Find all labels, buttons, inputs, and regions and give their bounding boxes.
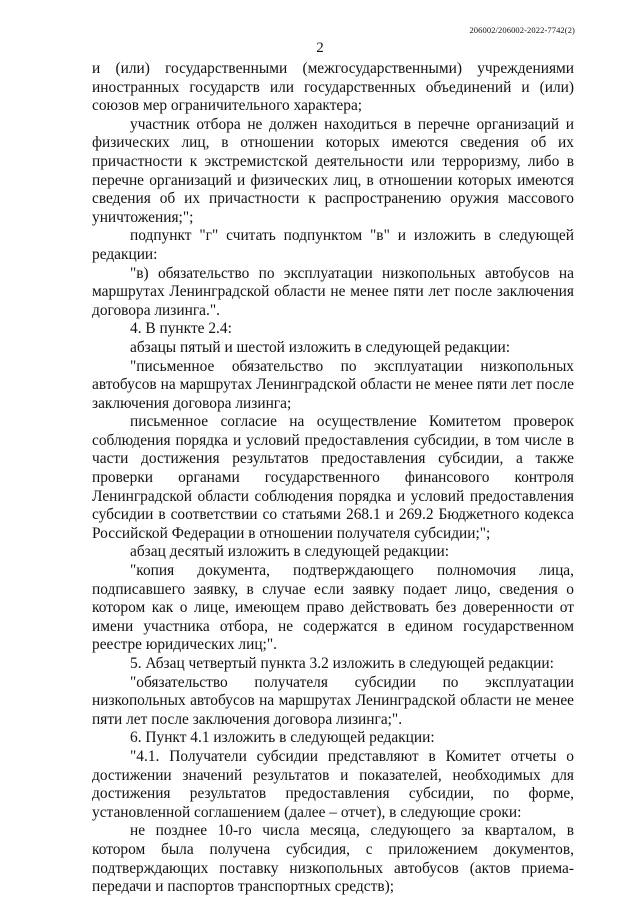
- paragraph: "4.1. Получатели субсидии представляют в Комитет отчеты о достижении значений результатов и показателей, необходимых для достижения результатов предоставления субсидии, по форме, установленной соглашением (далее – отчет), в следующие сроки:: [92, 747, 574, 821]
- paragraph: "в) обязательство по эксплуатации низкопольных автобусов на маршрутах Ленинградской области не менее пяти лет после заключения договора лизинга.".: [92, 264, 574, 319]
- paragraph: участник отбора не должен находиться в перечне организаций и физических лиц, в отношении которых имеются сведения об их причастности к экстремистской деятельности или терроризму, либо в перечне организаций и физических лиц, в отношении которых имеются сведения об их причастности к распространению оружия массового уничтожения;";: [92, 115, 574, 226]
- paragraph: абзацы пятый и шестой изложить в следующей редакции:: [130, 338, 511, 356]
- paragraph: и (или) государственными (межгосударственными) учреждениями иностранных государств или государственных объединений и (или) союзов мер ограничительного характера;: [92, 60, 574, 115]
- document-body: [92, 60, 574, 897]
- paragraph: "копия документа, подтверждающего полномочия лица, подписавшего заявку, в случае если заявку подает лицо, сведения о котором как о лице, имеющем право действовать без доверенности от имени участника отбора, не содержатся в едином государственном реестре юридических лиц;".: [92, 562, 574, 654]
- page-number: 2: [316, 40, 324, 56]
- paragraph: 5. Абзац четвертый пункта 3.2 изложить в следующей редакции:: [130, 655, 554, 672]
- paragraph: 4. В пункте 2.4:: [130, 320, 232, 338]
- paragraph: абзац десятый изложить в следующей редакции:: [130, 543, 450, 561]
- paragraph: "обязательство получателя субсидии по эксплуатации низкопольных автобусов на маршрутах Ленинградской области не менее пяти лет после заключения договора лизинга;".: [92, 673, 574, 728]
- paragraph: подпункт "г" считать подпунктом "в" и изложить в следующей редакции:: [92, 227, 574, 263]
- paragraph: не позднее 10-го числа месяца, следующего за кварталом, в котором была получена субсидия, с приложением документов, подтверждающих поставку низкопольных автобусов (актов приема-передачи и паспортов транспортных средств);: [92, 822, 574, 896]
- paragraph: "письменное обязательство по эксплуатации низкопольных автобусов на маршрутах Ленинградской области не менее пяти лет после заключения договора лизинга;: [92, 357, 574, 412]
- paragraph: письменное согласие на осуществление Комитетом проверок соблюдения порядка и условий предоставления субсидии, в том числе в части достижения результатов предоставления субсидии, а также проверки органами государственного финансового контроля Ленинградской области соблюдения порядка и условий предоставления субсидии в соответствии со статьями 268.1 и 269.2 Бюджетного кодекса Российской Федерации в отношении получателя субсидии;";: [92, 413, 574, 542]
- document-registration-number: 206002/206002-2022-7742(2): [469, 25, 575, 35]
- paragraph: 6. Пункт 4.1 изложить в следующей редакции:: [130, 729, 435, 747]
